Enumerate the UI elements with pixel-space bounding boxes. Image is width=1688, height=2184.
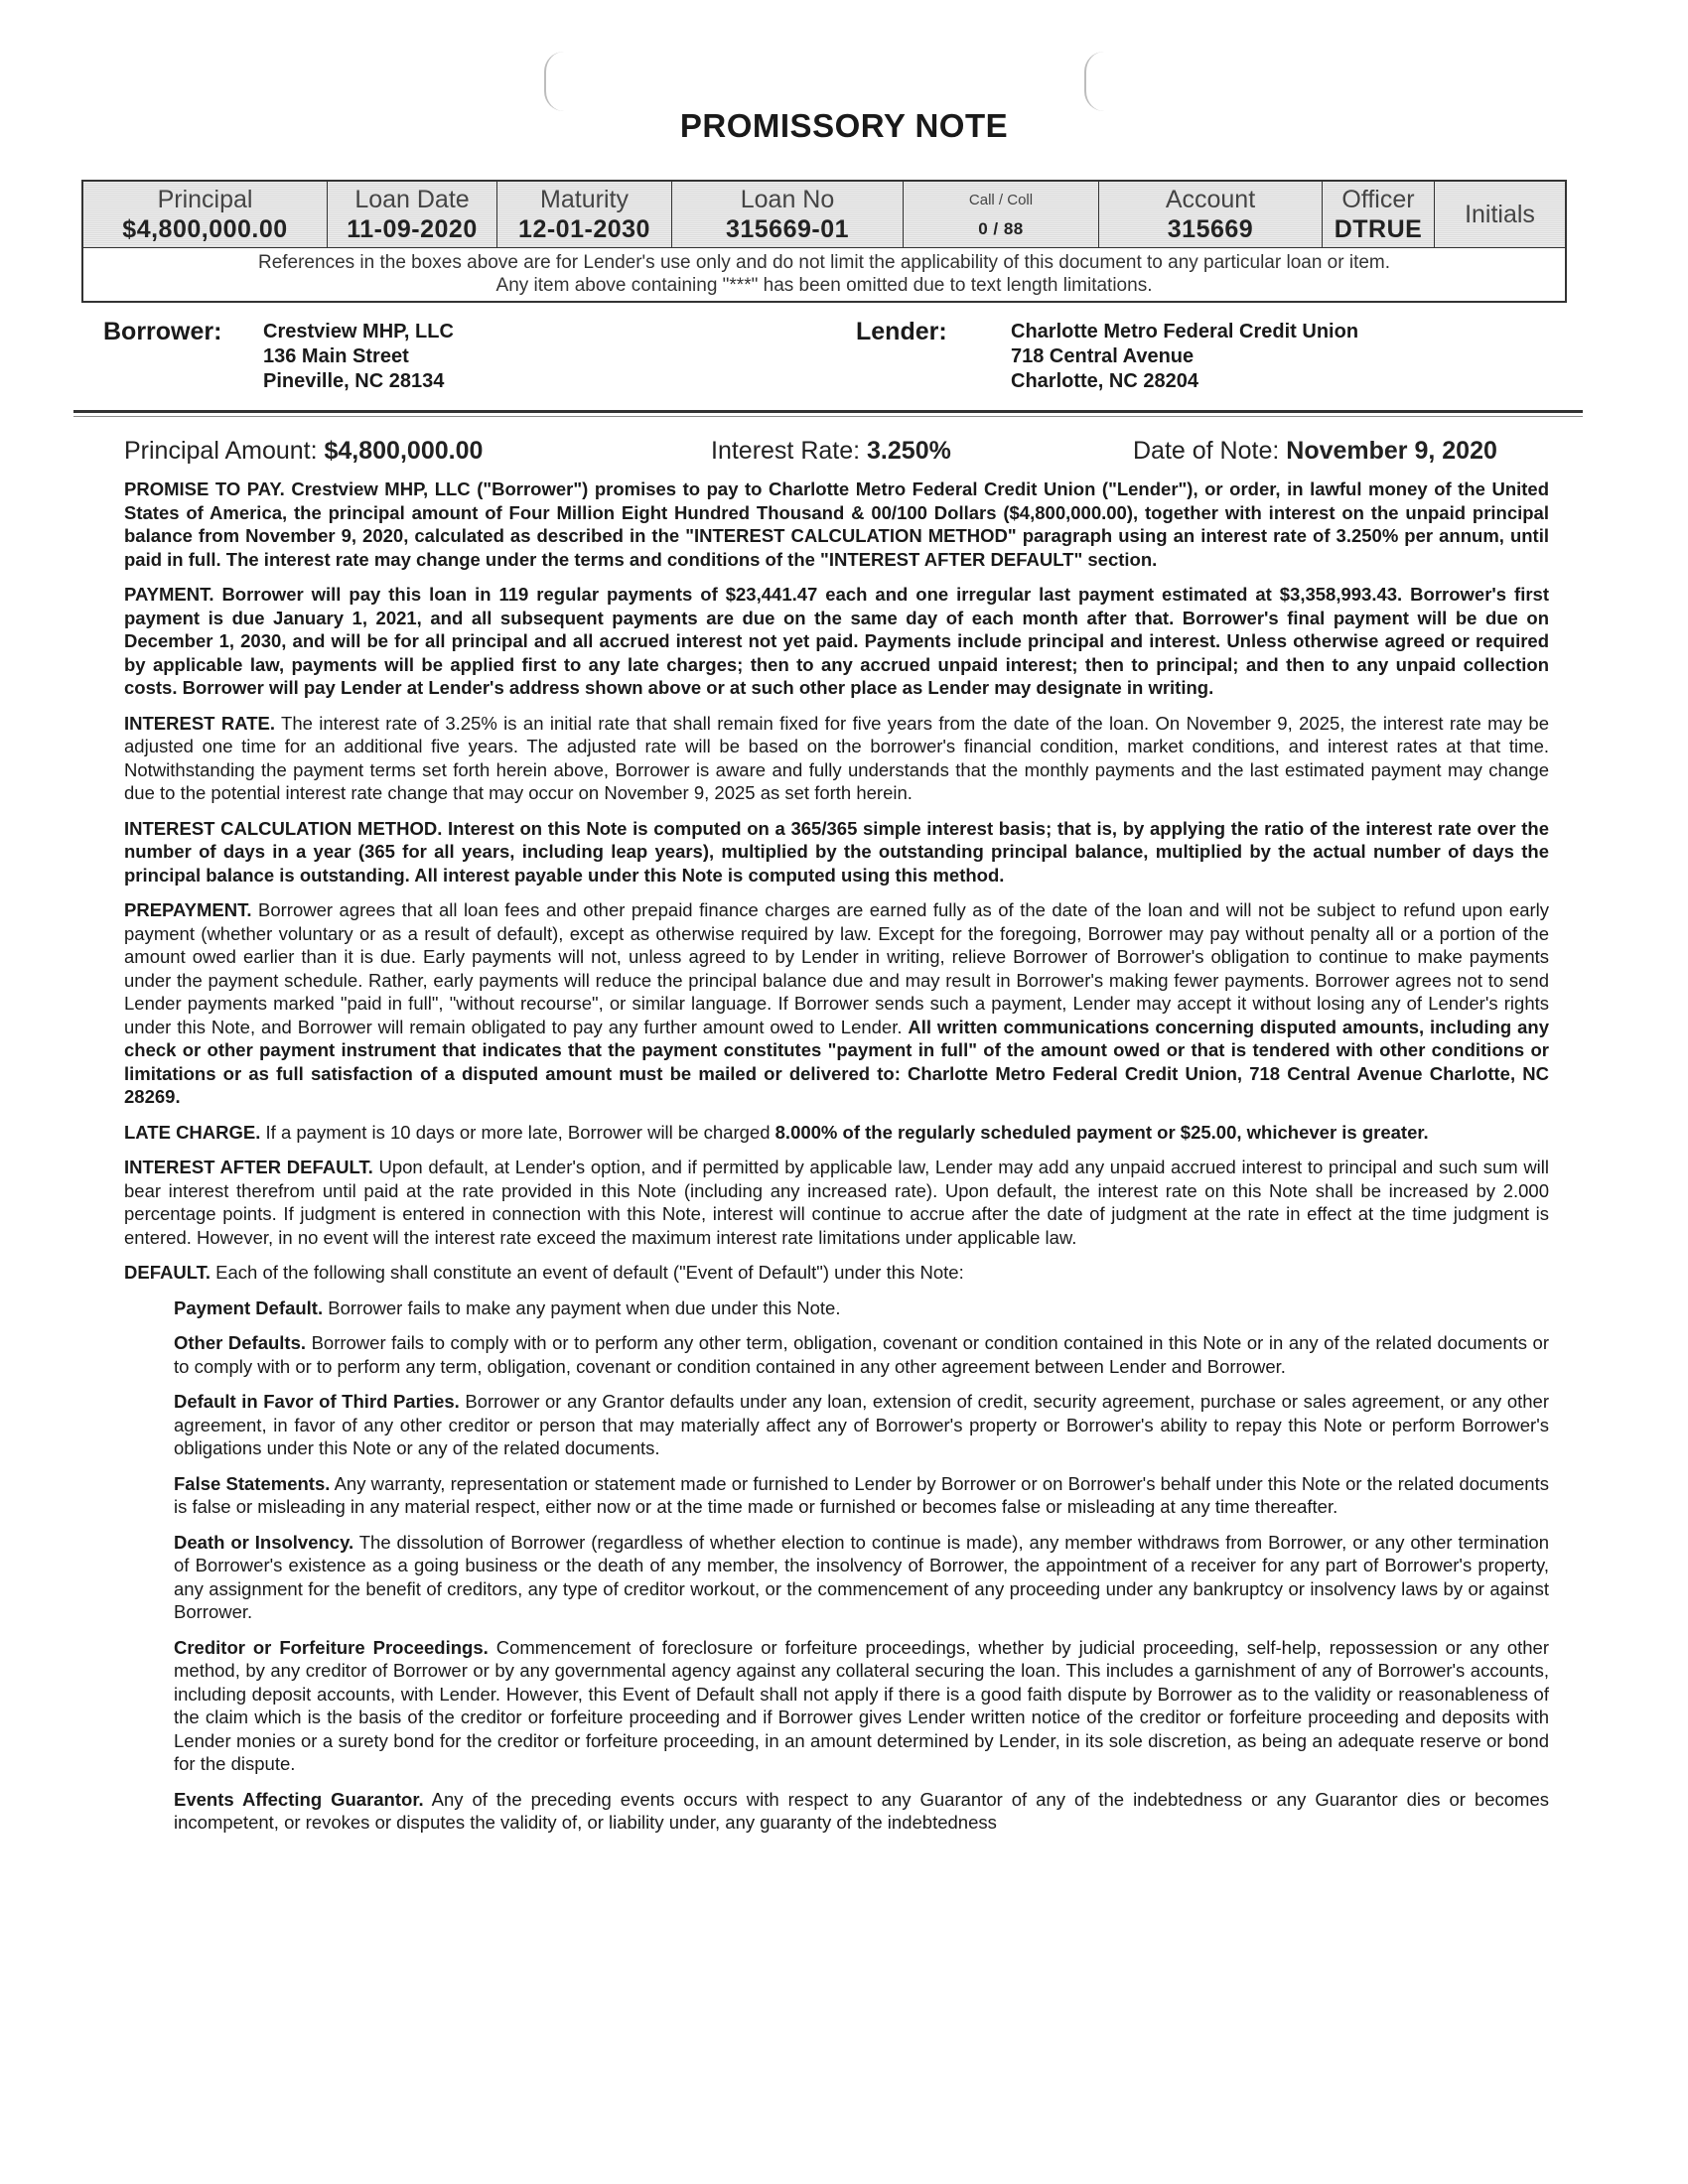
account-cell [1099, 182, 1323, 247]
officer-cell [1323, 182, 1435, 247]
date-summary [1133, 437, 1497, 466]
borrower-city: Pineville, NC 28134 [263, 370, 445, 392]
default-item-body: Commencement of foreclosure or forfeiture proceedings, whether by judicial proceeding, self-help, repossession or any other method, by any creditor of Borrower or by any governmental agency against any collateral securing the loan. This includes a garnishment of any of Borrower's accounts, including deposit accounts, with Lender. However, this Event of Default shall not apply if there is a good faith dispute by Borrower as to the validity or reasonableness of the claim which is the basis of the creditor or forfeiture proceeding and if Borrower gives Lender written notice of the creditor or forfeiture proceeding and deposits with Lender monies or a surety bond for the creditor or forfeiture proceeding, in an amount determined by Lender, in its sole discretion, as being an adequate reserve or bond for the dispute. [174, 1636, 1549, 1774]
call-coll-header: Call / Coll [968, 191, 1034, 208]
rate-summary [711, 437, 951, 466]
prepayment-heading: PREPAYMENT. [124, 899, 252, 920]
interest-rate-value: 3.250% [867, 437, 951, 465]
borrower-label: Borrower: [103, 318, 222, 345]
loan-info-row [83, 182, 1565, 248]
principal-amount-value: $4,800,000.00 [324, 437, 484, 465]
interest-rate-section [124, 712, 1549, 805]
default-item-body: Any warranty, representation or statement made or furnished to Lender by Borrower or on Borrower's behalf under this Note or the related documents is false or misleading in any material respect, either now or at the time made or furnished or becomes false or misleading at any time thereafter. [174, 1472, 1549, 1517]
interest-rate-heading: INTEREST RATE. [124, 712, 275, 734]
promise-heading: PROMISE TO PAY. [124, 478, 285, 499]
lender-street: 718 Central Avenue [1011, 345, 1195, 367]
loan-date-cell [328, 182, 497, 247]
late-charge-section [124, 1121, 1549, 1145]
loan-info-table [81, 180, 1567, 303]
header-divider-thin [73, 416, 1583, 417]
page-title: PROMISSORY NOTE [679, 107, 1009, 144]
call-coll-value: 0 / 88 [978, 218, 1024, 238]
reference-note-line-2: Any item above containing "***" has been omitted due to text length limitations. [495, 275, 1153, 296]
default-item-third-parties [124, 1390, 1549, 1460]
default-item-heading: Death or Insolvency. [174, 1531, 354, 1553]
default-item-guarantor [124, 1788, 1549, 1835]
interest-calculation-body: Interest on this Note is computed on a 365/365 simple interest basis; that is, by applying the ratio of the interest rate over the number of days in a year (365 for all years, including leap years), multiplied by the outstanding principal balance, multiplied by the actual number of days the principal balance is outstanding. All interest payable under this Note is computed using this method. [124, 817, 1550, 886]
punch-hole-right [1084, 52, 1106, 111]
default-item-body: Borrower fails to make any payment when due under this Note. [328, 1297, 841, 1318]
default-item-heading: Events Affecting Guarantor. [174, 1788, 424, 1810]
default-section [124, 1261, 1549, 1285]
initials-cell [1435, 182, 1565, 247]
default-item-heading: Default in Favor of Third Parties. [174, 1391, 460, 1412]
default-item-death-insolvency [124, 1531, 1549, 1624]
principal-value: $4,800,000.00 [122, 214, 288, 243]
date-of-note-value: November 9, 2020 [1286, 437, 1497, 465]
date-of-note-label: Date of Note: [1133, 437, 1280, 465]
call-coll-cell [904, 182, 1099, 247]
default-item-body: Any of the preceding events occurs with respect to any Guarantor of any of the indebtedness or any Guarantor dies or becomes incompetent, or revokes or disputes the validity of, or liability under, any guaranty of the indebtedness [174, 1788, 1550, 1833]
default-body: Each of the following shall constitute an event of default ("Event of Default") under this Note: [215, 1262, 964, 1283]
principal-header: Principal [157, 185, 253, 213]
interest-rate-body: The interest rate of 3.25% is an initial rate that shall remain fixed for five years from the date of the loan. On November 9, 2025, the interest rate may be adjusted one time for an additional five years. The adjusted rate will be based on the borrower's financial condition, market conditions, and interest rates at that time. Notwithstanding the payment terms set forth herein above, Borrower is aware and fully understands that the monthly payments and the last estimated payment may change due to the potential interest rate change that may occur on November 9, 2025 as set forth herein. [124, 712, 1549, 803]
promise-to-pay-section [124, 478, 1549, 571]
lender-address [1011, 320, 1358, 394]
interest-rate-label: Interest Rate: [711, 437, 861, 465]
loan-no-value: 315669-01 [725, 214, 850, 243]
principal-summary [124, 437, 483, 466]
borrower-street: 136 Main Street [263, 345, 409, 367]
principal-cell [83, 182, 328, 247]
header-divider [73, 410, 1583, 413]
default-item-creditor-forfeiture [124, 1636, 1549, 1776]
payment-heading: PAYMENT. [124, 584, 214, 605]
initials-header: Initials [1465, 200, 1535, 228]
interest-after-default-heading: INTEREST AFTER DEFAULT. [124, 1157, 373, 1177]
note-body [124, 478, 1549, 1846]
prepayment-disputed-amounts: All written communications concerning disputed amounts, including any check or other payment instrument that indicates that the payment constitutes "payment in full" of the amount owed or that is tendered with other conditions or limitations or as full satisfaction of a disputed amount must be mailed or delivered to: Charlotte Metro Federal Credit Union, 718 Central Avenue Charlotte, NC 28269. [124, 1016, 1549, 1107]
lender-label: Lender: [856, 318, 947, 345]
payment-section [124, 583, 1549, 700]
late-charge-heading: LATE CHARGE. [124, 1121, 261, 1143]
default-item-body: Borrower fails to comply with or to perform any other term, obligation, covenant or condition contained in this Note or in any of the related documents or to comply with or to perform any term, obligation, covenant or condition contained in any other agreement between Lender and Borrower. [174, 1332, 1550, 1377]
default-item-heading: False Statements. [174, 1472, 331, 1494]
default-item-other [124, 1331, 1549, 1378]
loan-date-value: 11-09-2020 [347, 214, 478, 243]
interest-calculation-heading: INTEREST CALCULATION METHOD. [124, 817, 443, 839]
borrower-name: Crestview MHP, LLC [263, 321, 454, 342]
default-item-heading: Creditor or Forfeiture Proceedings. [174, 1636, 489, 1658]
lender-city: Charlotte, NC 28204 [1011, 370, 1198, 392]
default-item-payment [124, 1297, 1549, 1320]
default-item-heading: Other Defaults. [174, 1332, 307, 1353]
loan-no-header: Loan No [740, 185, 835, 213]
punch-hole-left [544, 52, 566, 111]
borrower-address [263, 320, 454, 394]
reference-note [83, 248, 1565, 301]
maturity-header: Maturity [540, 185, 629, 213]
payment-body: Borrower will pay this loan in 119 regular payments of $23,441.47 each and one irregular last payment estimated at $3,358,993.43. Borrower's first payment is due January 1, 2021, and all subsequent payments are due on the same day of each month after that. Borrower's final payment will be due on December 1, 2030, and will be for all principal and all accrued interest not yet paid. Payments include principal and interest. Unless otherwise agreed or required by applicable law, payments will be applied first to any late charges; then to any accrued unpaid interest; then to principal; and then to any unpaid collection costs. Borrower will pay Lender at Lender's address shown above or at such other place as Lender may designate in writing. [124, 584, 1549, 698]
promise-body: Crestview MHP, LLC ("Borrower") promises to pay to Charlotte Metro Federal Credit Union ("Lender"), or order, in lawful money of the United States of America, the principal amount of Four Million Eight Hundred Thousand & 00/100 Dollars ($4,800,000.00), together with interest on the unpaid principal balance from November 9, 2020, calculated as described in the "INTEREST CALCULATION METHOD" paragraph using an interest rate of 3.250% per annum, until paid in full. The interest rate may change under the terms and conditions of the "INTEREST AFTER DEFAULT" section. [124, 478, 1550, 570]
lender-name: Charlotte Metro Federal Credit Union [1011, 321, 1359, 342]
interest-calculation-section [124, 817, 1549, 887]
default-item-heading: Payment Default. [174, 1297, 324, 1318]
interest-after-default-section [124, 1156, 1549, 1249]
prepayment-section [124, 898, 1549, 1109]
officer-header: Officer [1341, 185, 1415, 213]
default-item-false-statements [124, 1472, 1549, 1519]
default-heading: DEFAULT. [124, 1262, 211, 1283]
reference-note-line-1: References in the boxes above are for Lender's use only and do not limit the applicability of this document to any particular loan or item. [257, 252, 1391, 273]
late-charge-amount: 8.000% of the regularly scheduled payment or $25.00, whichever is greater. [774, 1121, 1429, 1143]
loan-no-cell [672, 182, 904, 247]
account-header: Account [1165, 185, 1256, 213]
maturity-value: 12-01-2030 [518, 214, 650, 243]
account-value: 315669 [1167, 214, 1254, 243]
prepayment-body: Borrower agrees that all loan fees and other prepaid finance charges are earned fully as of the date of the loan and will not be subject to refund upon early payment (whether voluntary or as a result of default), except as otherwise required by law. Except for the foregoing, Borrower may pay without penalty all or a portion of the amount owed earlier than it is due. Early payments will not, unless agreed to by Lender in writing, relieve Borrower of Borrower's obligation to continue to make payments under the payment schedule. Rather, early payments will reduce the principal balance due and may result in Borrower's making fewer payments. Borrower agrees not to send Lender payments marked "paid in full", "without recourse", or similar language. If Borrower sends such a payment, Lender may accept it without losing any of Lender's rights under this Note, and Borrower will remain obligated to pay any further amount owed to Lender. [124, 899, 1549, 1037]
maturity-cell [497, 182, 672, 247]
default-item-body: The dissolution of Borrower (regardless of whether election to continue is made), any member withdraws from Borrower, or any other termination of Borrower's existence as a going business or the death of any member, the insolvency of Borrower, the appointment of a receiver for any part of Borrower's property, any assignment for the benefit of creditors, any type of creditor workout, or the commencement of any proceeding under any bankruptcy or insolvency laws by or against Borrower. [174, 1531, 1549, 1622]
officer-value: DTRUE [1334, 214, 1423, 243]
default-item-body: Borrower or any Grantor defaults under any loan, extension of credit, security agreement, purchase or sales agreement, or any other agreement, in favor of any other creditor or person that may materially affect any of Borrower's property or Borrower's ability to repay this Note or perform Borrower's obligations under this Note or any of the related documents. [174, 1391, 1550, 1458]
principal-amount-label: Principal Amount: [124, 437, 318, 465]
loan-date-header: Loan Date [354, 185, 470, 213]
interest-after-default-body: Upon default, at Lender's option, and if permitted by applicable law, Lender may add any unpaid accrued interest to principal and such sum will bear interest therefrom until paid at the rate provided in this Note (including any increased rate). Upon default, the interest rate on this Note shall be increased by 2.000 percentage points. If judgment is entered in connection with this Note, interest will continue to accrue after the date of judgment at the rate in effect at the time judgment is entered. However, in no event will the interest rate exceed the maximum interest rate limitations under applicable law. [124, 1157, 1550, 1248]
late-charge-body: If a payment is 10 days or more late, Borrower will be charged [265, 1121, 771, 1143]
